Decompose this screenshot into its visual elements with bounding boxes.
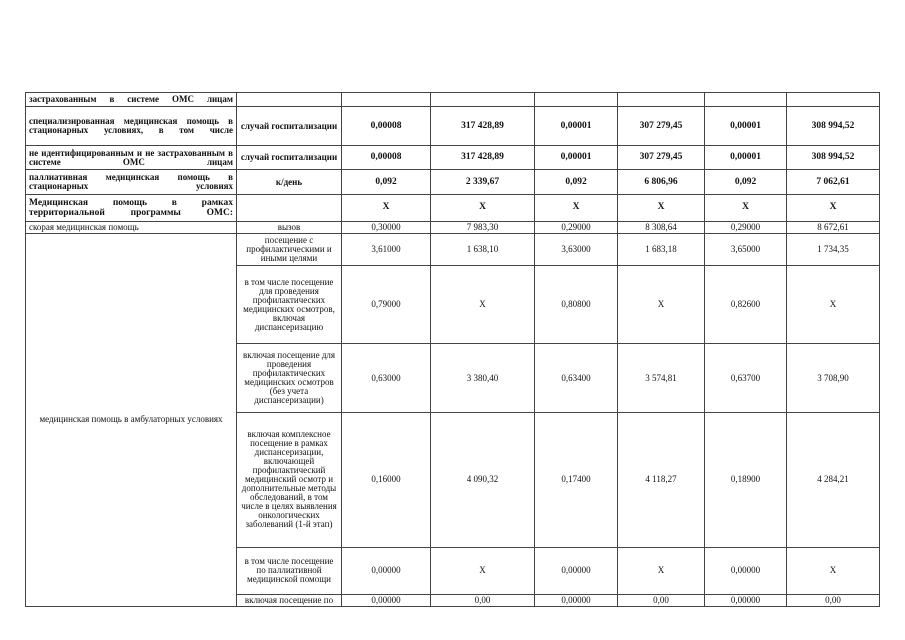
value-cell: X (431, 194, 535, 221)
value-cell: 0,00000 (535, 594, 618, 606)
value-cell: 0,30000 (342, 221, 431, 233)
value-cell: 1 683,18 (618, 233, 705, 265)
value-cell: X (618, 194, 705, 221)
value-cell: 8 672,61 (787, 221, 880, 233)
unit-cell: включая посещение по (237, 594, 342, 606)
unit-cell (237, 194, 342, 221)
row-label: Медицинская помощь в рамках территориальной программы ОМС: (26, 194, 237, 221)
value-cell: 0,82600 (705, 265, 787, 343)
value-cell: 3 380,40 (431, 344, 535, 412)
value-cell: 0,63400 (535, 344, 618, 412)
value-cell: X (705, 194, 787, 221)
value-cell (705, 93, 787, 107)
value-cell (535, 93, 618, 107)
value-cell: 0,00000 (705, 547, 787, 594)
row-label: паллиативная медицинская помощь в стационарных условиях (26, 170, 237, 194)
row-label: специализированная медицинская помощь в стационарных условиях, в том числе (26, 107, 237, 146)
table-row (26, 221, 880, 233)
value-cell: X (342, 194, 431, 221)
unit-cell (237, 93, 342, 107)
unit-cell: в том числе посещение по паллиативной медицинской помощи (237, 547, 342, 594)
table-row (26, 170, 880, 194)
table-row (26, 146, 880, 170)
value-cell: 0,00000 (342, 547, 431, 594)
value-cell: 0,00001 (705, 107, 787, 146)
value-cell: 0,16000 (342, 412, 431, 547)
value-cell: 307 279,45 (618, 146, 705, 170)
unit-cell: в том числе посещение для проведения профилактических медицинских осмотров, включая диспансеризацию (237, 265, 342, 343)
value-cell: X (618, 265, 705, 343)
value-cell: 3,61000 (342, 233, 431, 265)
value-cell: 0,00 (618, 594, 705, 606)
value-cell: 0,00001 (705, 146, 787, 170)
value-cell: 0,18900 (705, 412, 787, 547)
value-cell: 1 734,35 (787, 233, 880, 265)
row-label: застрахованным в системе ОМС лицам (26, 93, 237, 107)
value-cell: 2 339,67 (431, 170, 535, 194)
unit-cell: включая посещение для проведения профилактических медицинских осмотров (без учета диспансеризации) (237, 344, 342, 412)
value-cell: 0,17400 (535, 412, 618, 547)
value-cell: 0,00000 (535, 547, 618, 594)
value-cell: X (787, 194, 880, 221)
table-row (26, 233, 880, 265)
value-cell: 307 279,45 (618, 107, 705, 146)
value-cell: 7 062,61 (787, 170, 880, 194)
value-cell: 4 118,27 (618, 412, 705, 547)
value-cell: 0,00008 (342, 146, 431, 170)
funding-table (25, 92, 880, 607)
value-cell: X (787, 547, 880, 594)
value-cell (618, 93, 705, 107)
value-cell: 0,80800 (535, 265, 618, 343)
table-row (26, 93, 880, 107)
value-cell: 7 983,30 (431, 221, 535, 233)
value-cell (342, 93, 431, 107)
row-label: не идентифицированным и не застрахованным в системе ОМС лицам (26, 146, 237, 170)
value-cell: X (431, 547, 535, 594)
unit-cell: вызов (237, 221, 342, 233)
ambulatory-care-label: медицинская помощь в амбулаторных условиях (26, 233, 237, 606)
unit-cell: посещение с профилактическими и иными целями (237, 233, 342, 265)
value-cell: 0,00008 (342, 107, 431, 146)
value-cell: X (535, 194, 618, 221)
value-cell: 8 308,64 (618, 221, 705, 233)
unit-cell: случай госпитализации (237, 146, 342, 170)
value-cell: 0,29000 (535, 221, 618, 233)
value-cell: 0,00 (787, 594, 880, 606)
value-cell: 0,092 (342, 170, 431, 194)
value-cell: 3 574,81 (618, 344, 705, 412)
value-cell: 4 284,21 (787, 412, 880, 547)
value-cell: X (618, 547, 705, 594)
value-cell: 0,00001 (535, 107, 618, 146)
value-cell: 0,63700 (705, 344, 787, 412)
value-cell: 6 806,96 (618, 170, 705, 194)
value-cell: 0,092 (535, 170, 618, 194)
value-cell: 0,00 (431, 594, 535, 606)
row-label: скорая медицинская помощь (26, 221, 237, 233)
value-cell: 4 090,32 (431, 412, 535, 547)
value-cell: 1 638,10 (431, 233, 535, 265)
unit-cell: случай госпитализации (237, 107, 342, 146)
value-cell: X (431, 265, 535, 343)
value-cell: 0,092 (705, 170, 787, 194)
value-cell: X (787, 265, 880, 343)
value-cell: 317 428,89 (431, 107, 535, 146)
value-cell: 317 428,89 (431, 146, 535, 170)
unit-cell: включая комплексное посещение в рамках диспансеризации, включающей профилактический медицинский осмотр и дополнительные методы обследований, в том числе в целях выявления онкологических заболеваний (1-й этап) (237, 412, 342, 547)
value-cell: 0,00000 (705, 594, 787, 606)
value-cell: 3 708,90 (787, 344, 880, 412)
value-cell: 308 994,52 (787, 146, 880, 170)
value-cell (431, 93, 535, 107)
table-row (26, 194, 880, 221)
value-cell (787, 93, 880, 107)
value-cell: 308 994,52 (787, 107, 880, 146)
value-cell: 0,00000 (342, 594, 431, 606)
value-cell: 3,65000 (705, 233, 787, 265)
unit-cell: к/день (237, 170, 342, 194)
value-cell: 3,63000 (535, 233, 618, 265)
value-cell: 0,79000 (342, 265, 431, 343)
value-cell: 0,63000 (342, 344, 431, 412)
value-cell: 0,00001 (535, 146, 618, 170)
table-row (26, 107, 880, 146)
value-cell: 0,29000 (705, 221, 787, 233)
